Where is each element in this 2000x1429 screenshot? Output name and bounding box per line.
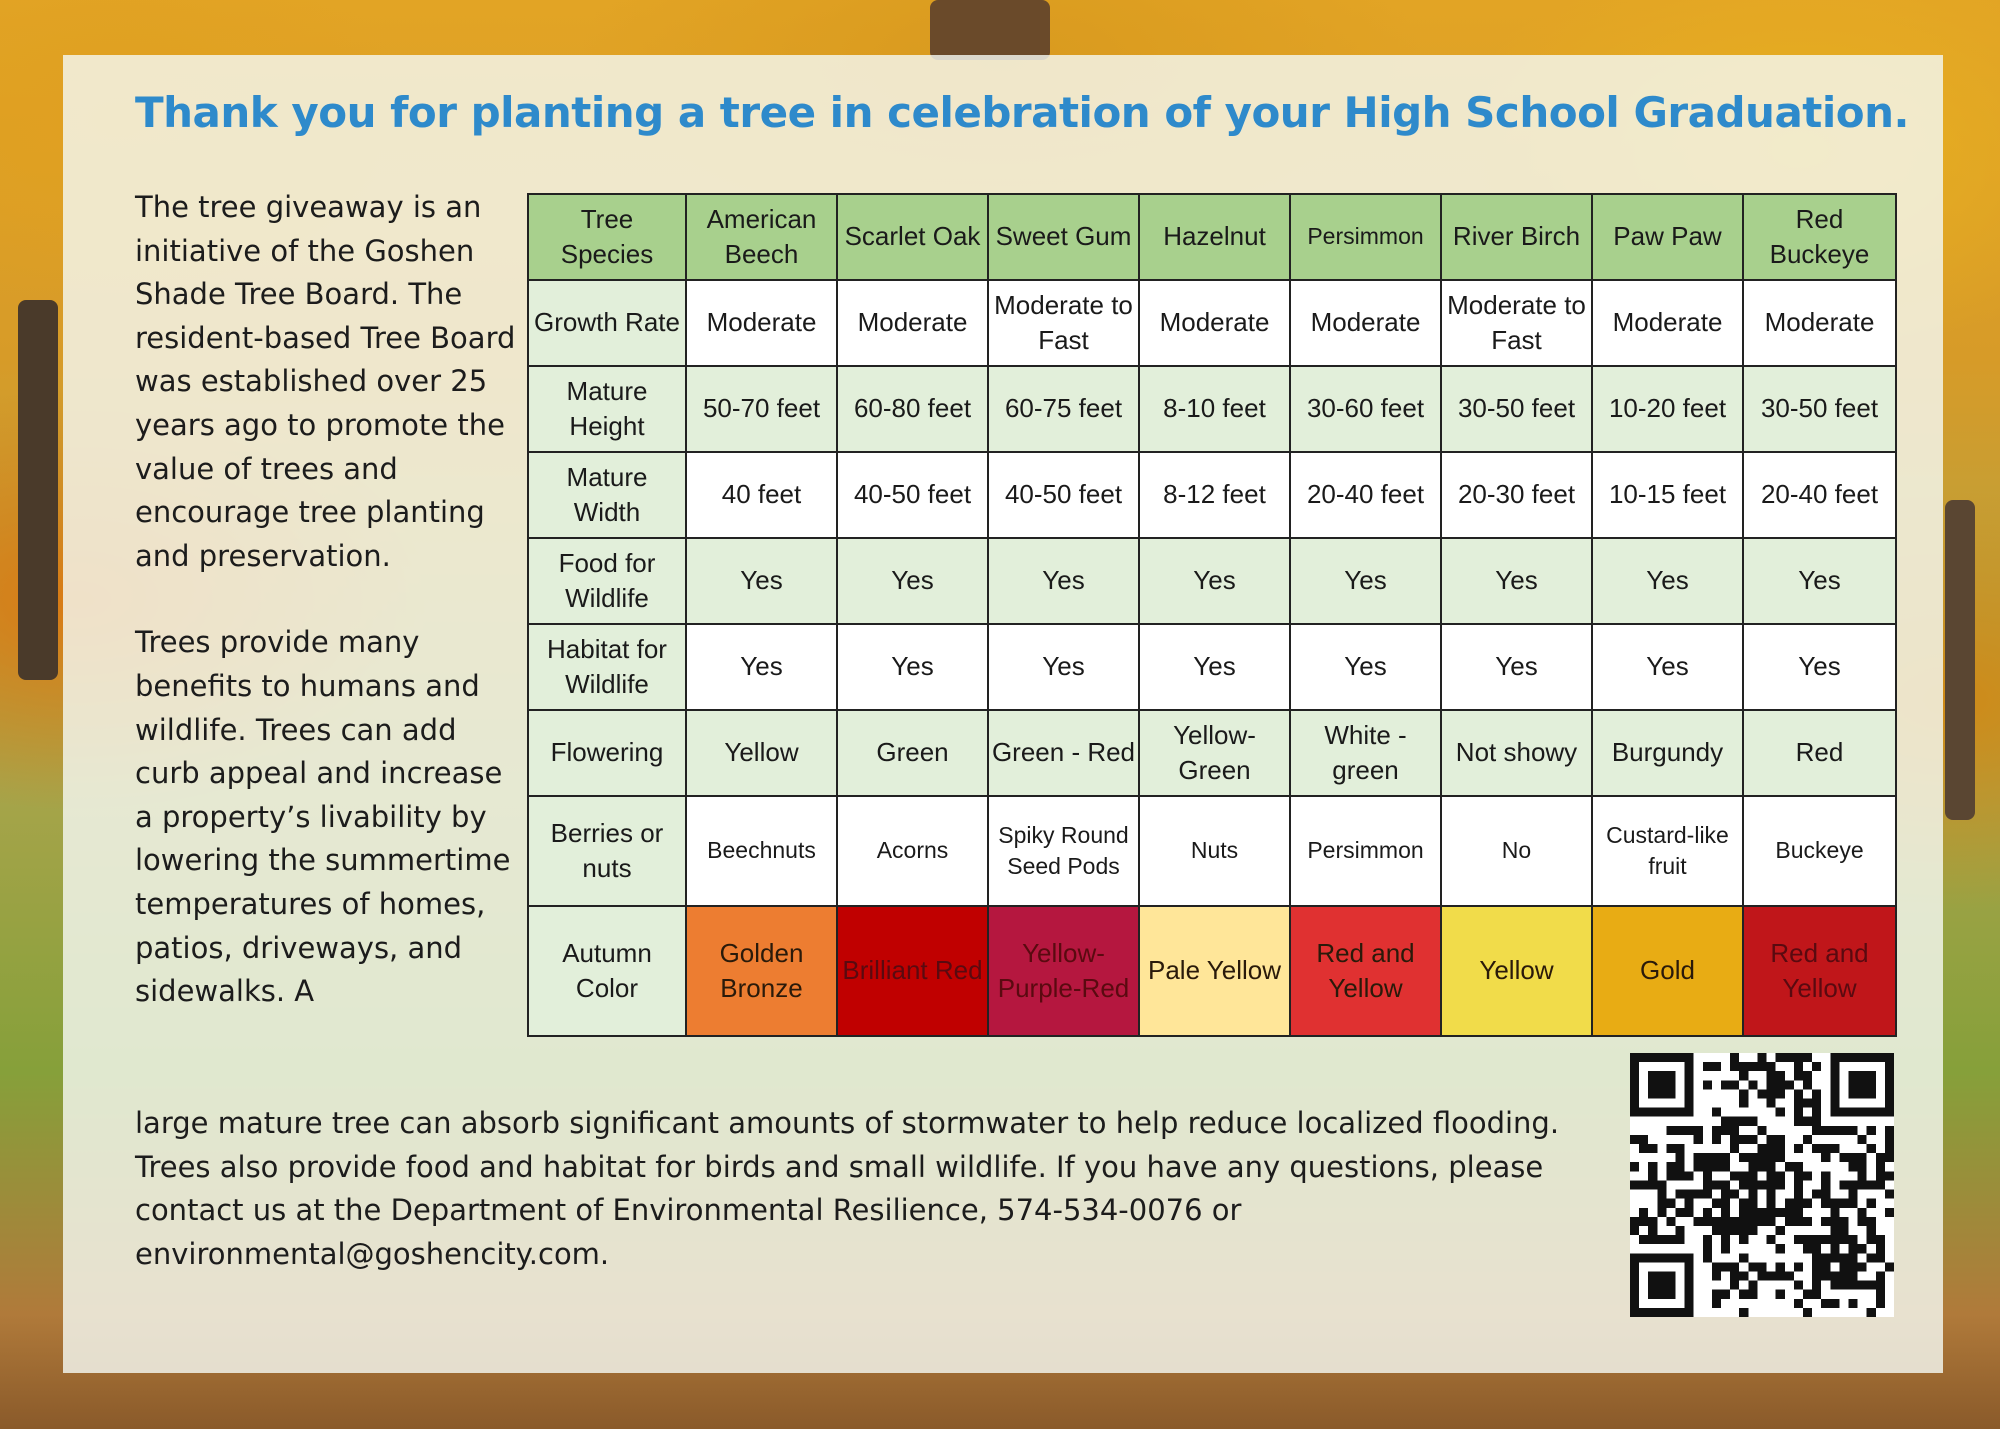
page-title: Thank you for planting a tree in celebration of your High School Graduation. — [135, 88, 1909, 137]
autumn-color-cell: Gold — [1592, 906, 1743, 1036]
table-cell: Yes — [988, 538, 1139, 624]
table-cell: Green — [837, 710, 988, 796]
header-cell: Red Buckeye — [1743, 194, 1896, 280]
table-cell: Yes — [1441, 624, 1592, 710]
table-cell: 60-75 feet — [988, 366, 1139, 452]
table-cell: Yes — [1441, 538, 1592, 624]
table-cell: Moderate to Fast — [1441, 280, 1592, 366]
table-cell: 60-80 feet — [837, 366, 988, 452]
row-label: Flowering — [528, 710, 686, 796]
intro-paragraph-2: Trees provide many benefits to humans and wildlife. Trees can add curb appeal and increase a property’s livability by lowering the summertime temperatures of homes, patios, driveways, and sidewalks. A — [135, 625, 511, 1009]
table-cell: Yellow-Green — [1139, 710, 1290, 796]
table-cell: 8-12 feet — [1139, 452, 1290, 538]
table-cell: Acorns — [837, 796, 988, 906]
table-cell: Burgundy — [1592, 710, 1743, 796]
table-cell: Yes — [988, 624, 1139, 710]
table-cell: Beechnuts — [686, 796, 837, 906]
table-cell: Moderate — [837, 280, 988, 366]
table-row-autumn-color — [528, 906, 1896, 1036]
tree-trunk-right — [1945, 500, 1975, 820]
table-row-flowering — [528, 710, 1896, 796]
table-cell: Moderate — [1139, 280, 1290, 366]
autumn-color-cell: Yellow-Purple-Red — [988, 906, 1139, 1036]
table-cell: White - green — [1290, 710, 1441, 796]
header-cell: American Beech — [686, 194, 837, 280]
header-cell: Hazelnut — [1139, 194, 1290, 280]
table-cell: Moderate — [1743, 280, 1896, 366]
table-cell: Moderate to Fast — [988, 280, 1139, 366]
header-cell: River Birch — [1441, 194, 1592, 280]
table-cell: Yes — [1290, 624, 1441, 710]
row-label: Autumn Color — [528, 906, 686, 1036]
table-cell: 30-60 feet — [1290, 366, 1441, 452]
tree-trunk-left — [18, 300, 58, 680]
table-cell: Yes — [1139, 624, 1290, 710]
table-row-mature-width — [528, 452, 1896, 538]
table-row-mature-height — [528, 366, 1896, 452]
body-continuation-text: large mature tree can absorb significant amounts of stormwater to help reduce localized flooding. Trees also provide food and habitat for birds and small wildlife. If you have any questions, please contact us at the Department of Environmental Resilience, 574-534-0076 or environmental@goshencity.com. — [135, 1106, 1560, 1271]
table-row-food-for-wildlife — [528, 538, 1896, 624]
table-cell: Yes — [686, 538, 837, 624]
table-cell: Yes — [1290, 538, 1441, 624]
autumn-color-cell: Brilliant Red — [837, 906, 988, 1036]
row-label: Mature Height — [528, 366, 686, 452]
table-cell: Yes — [1743, 538, 1896, 624]
table-cell: Custard-like fruit — [1592, 796, 1743, 906]
row-label: Growth Rate — [528, 280, 686, 366]
table-row-growth-rate — [528, 280, 1896, 366]
header-cell: Paw Paw — [1592, 194, 1743, 280]
autumn-color-cell: Red and Yellow — [1290, 906, 1441, 1036]
table-cell: 30-50 feet — [1441, 366, 1592, 452]
table-row-habitat-for-wildlife — [528, 624, 1896, 710]
table-cell: Yes — [837, 624, 988, 710]
table-cell: No — [1441, 796, 1592, 906]
table-cell: 40-50 feet — [837, 452, 988, 538]
autumn-color-cell: Golden Bronze — [686, 906, 837, 1036]
header-cell: Scarlet Oak — [837, 194, 988, 280]
autumn-color-cell: Red and Yellow — [1743, 906, 1896, 1036]
autumn-color-cell: Pale Yellow — [1139, 906, 1290, 1036]
qr-code-icon[interactable] — [1630, 1053, 1894, 1317]
row-label: Habitat for Wildlife — [528, 624, 686, 710]
table-cell: Yes — [1743, 624, 1896, 710]
intro-paragraph-1: The tree giveaway is an initiative of the Goshen Shade Tree Board. The resident-based Tree Board was established over 25 years ago to promote the value of trees and encourage tree planting and preservation. — [135, 190, 516, 573]
table-row-berries-or-nuts — [528, 796, 1896, 906]
table-cell: 10-20 feet — [1592, 366, 1743, 452]
table-cell: 20-40 feet — [1290, 452, 1441, 538]
table-cell: 20-40 feet — [1743, 452, 1896, 538]
row-label: Mature Width — [528, 452, 686, 538]
tree-comparison-table — [527, 193, 1897, 1037]
header-cell: Sweet Gum — [988, 194, 1139, 280]
table-cell: Moderate — [686, 280, 837, 366]
row-label: Berries or nuts — [528, 796, 686, 906]
table-cell: 40-50 feet — [988, 452, 1139, 538]
table-cell: Spiky Round Seed Pods — [988, 796, 1139, 906]
row-label: Food for Wildlife — [528, 538, 686, 624]
header-cell: Persimmon — [1290, 194, 1441, 280]
table-cell: 8-10 feet — [1139, 366, 1290, 452]
table-cell: Persimmon — [1290, 796, 1441, 906]
table-cell: Not showy — [1441, 710, 1592, 796]
table-cell: Nuts — [1139, 796, 1290, 906]
table-cell: Yellow — [686, 710, 837, 796]
table-cell: Green - Red — [988, 710, 1139, 796]
table-cell: 40 feet — [686, 452, 837, 538]
table-cell: Moderate — [1290, 280, 1441, 366]
table-cell: Buckeye — [1743, 796, 1896, 906]
table-cell: 10-15 feet — [1592, 452, 1743, 538]
table-cell: 50-70 feet — [686, 366, 837, 452]
table-header-row — [528, 194, 1896, 280]
table-cell: 20-30 feet — [1441, 452, 1592, 538]
table-cell: Yes — [1592, 624, 1743, 710]
table-cell: Red — [1743, 710, 1896, 796]
table-cell: 30-50 feet — [1743, 366, 1896, 452]
intro-text — [135, 186, 525, 1014]
header-cell: Tree Species — [528, 194, 686, 280]
table-cell: Yes — [1592, 538, 1743, 624]
autumn-color-cell: Yellow — [1441, 906, 1592, 1036]
tree-trunk-top — [930, 0, 1050, 60]
table-cell: Yes — [837, 538, 988, 624]
table-cell: Yes — [686, 624, 837, 710]
table-cell: Yes — [1139, 538, 1290, 624]
table-cell: Moderate — [1592, 280, 1743, 366]
